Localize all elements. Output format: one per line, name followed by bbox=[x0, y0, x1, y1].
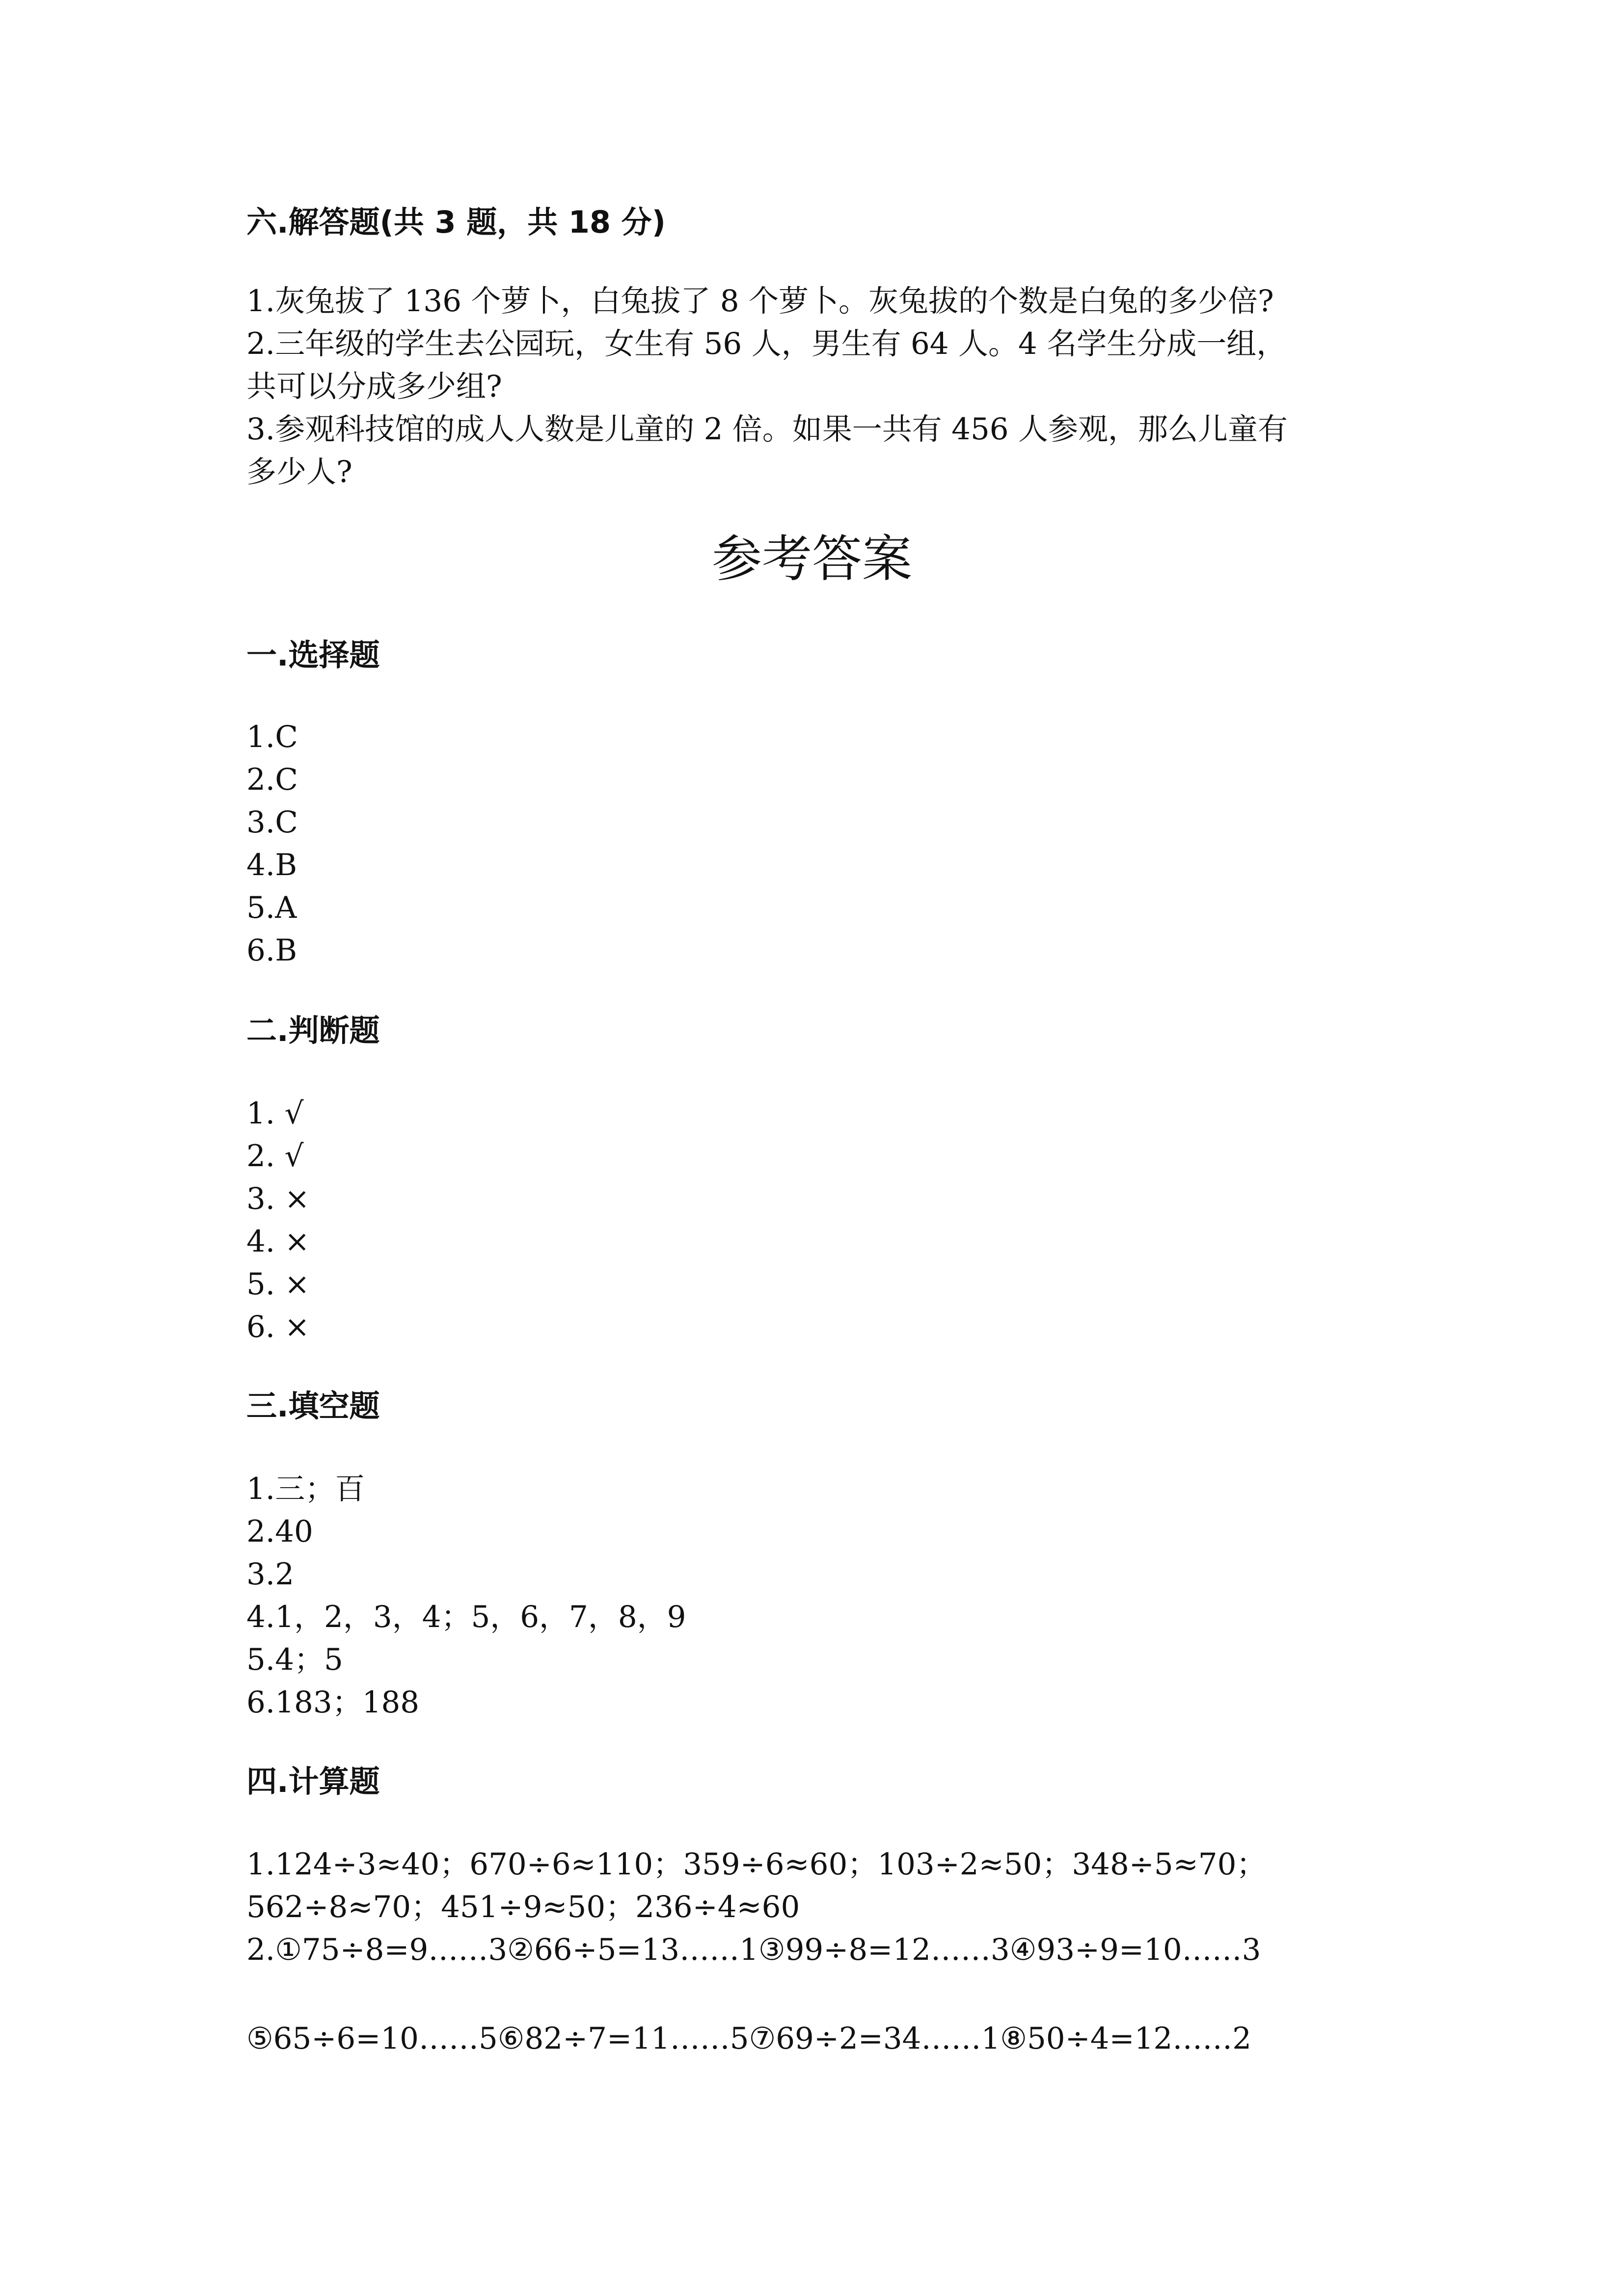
answer-item: 2.C bbox=[246, 762, 298, 797]
answer-item: 4.1，2，3，4；5，6，7，8，9 bbox=[246, 1600, 686, 1634]
answer-item: 1.C bbox=[246, 720, 298, 754]
answer-item: 5.4；5 bbox=[246, 1642, 343, 1677]
question-line: 2.三年级的学生去公园玩，女生有 56 人，男生有 64 人。4 名学生分成一组， bbox=[246, 326, 1287, 361]
answer-item: 3.2 bbox=[246, 1557, 295, 1592]
answer-item: 1. √ bbox=[246, 1096, 304, 1131]
answer-item: 1.三；百 bbox=[246, 1471, 365, 1506]
fill-answers bbox=[246, 1468, 1376, 1724]
answer-item: 4.B bbox=[246, 848, 298, 882]
calc-answers bbox=[246, 1843, 1376, 1971]
judge-answers bbox=[246, 1092, 1376, 1348]
answer-item: 4. × bbox=[246, 1224, 310, 1259]
question-line: 多少人? bbox=[246, 454, 352, 489]
question-line: 3.参观科技馆的成人人数是儿童的 2 倍。如果一共有 456 人参观，那么儿童有 bbox=[246, 412, 1288, 447]
section-heading-fill: 三.填空题 bbox=[246, 1388, 380, 1424]
section-heading-judge: 二.判断题 bbox=[246, 1013, 380, 1048]
answer-item: 2.40 bbox=[246, 1514, 313, 1549]
choice-answers bbox=[246, 716, 1376, 972]
answers-title: 参考答案 bbox=[712, 530, 912, 588]
answer-item: 6.B bbox=[246, 933, 298, 968]
calc-answers-continued bbox=[246, 2017, 1376, 2060]
answer-item: 3.C bbox=[246, 805, 298, 840]
answer-item: 1.124÷3≈40；670÷6≈110；359÷6≈60；103÷2≈50；348÷5≈70； bbox=[246, 1847, 1267, 1882]
section-heading-6: 六.解答题(共 3 题，共 18 分) bbox=[246, 204, 666, 240]
question-line: 共可以分成多少组? bbox=[246, 369, 502, 404]
answer-item: 6.183；188 bbox=[246, 1685, 420, 1720]
section6-questions bbox=[246, 280, 1376, 493]
answer-item: ⑤65÷6=10……5⑥82÷7=11……5⑦69÷2=34……1⑧50÷4=12……2 bbox=[246, 2021, 1252, 2056]
section-heading-calc: 四.计算题 bbox=[246, 1763, 380, 1799]
answer-item: 2. √ bbox=[246, 1139, 304, 1174]
section-heading-choice: 一.选择题 bbox=[246, 637, 380, 673]
answer-item: 3. × bbox=[246, 1181, 310, 1216]
answer-item: 6. × bbox=[246, 1309, 310, 1344]
answer-item: 562÷8≈70；451÷9≈50；236÷4≈60 bbox=[246, 1890, 800, 1924]
answer-item: 5.A bbox=[246, 890, 297, 925]
answer-item: 2.①75÷8=9……3②66÷5=13……1③99÷8=12……3④93÷9=10……3 bbox=[246, 1932, 1261, 1967]
answer-item: 5. × bbox=[246, 1267, 310, 1302]
question-line: 1.灰兔拔了 136 个萝卜，白兔拔了 8 个萝卜。灰兔拔的个数是白兔的多少倍? bbox=[246, 284, 1274, 319]
